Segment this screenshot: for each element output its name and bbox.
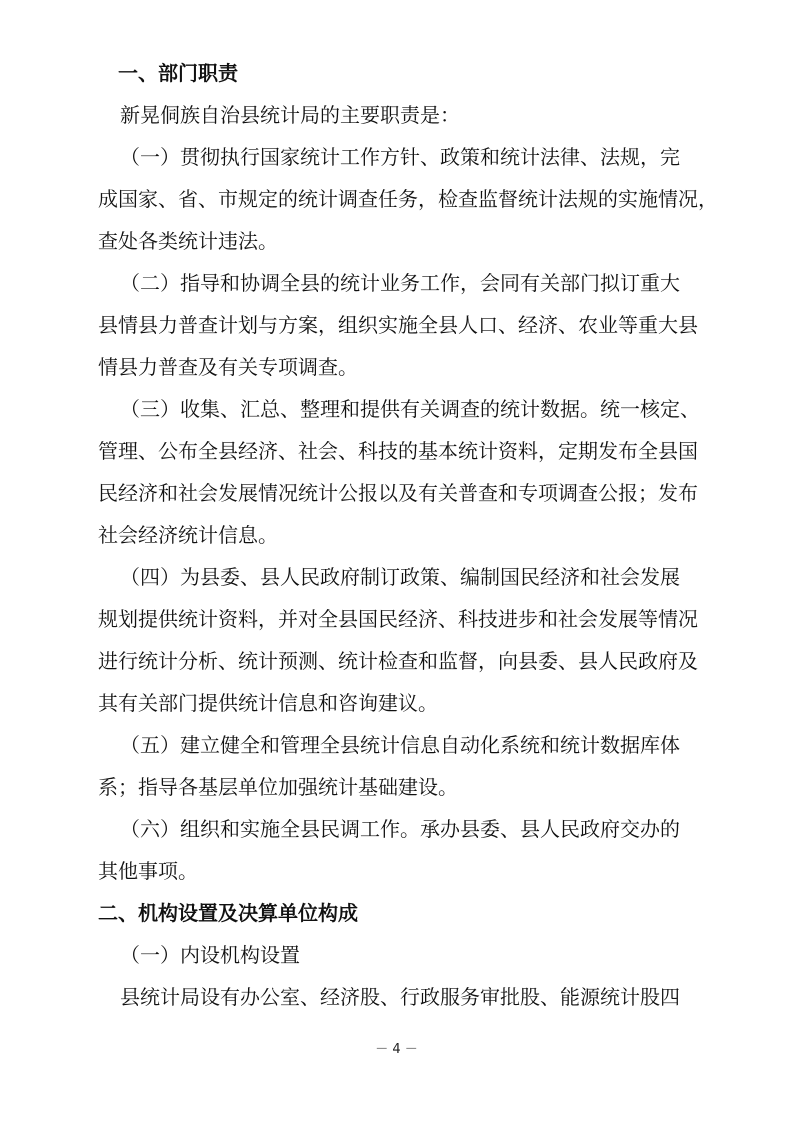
duty-item-3-line-4: 社会经济统计信息。: [98, 523, 278, 547]
duty-item-4-line-2: 规划提供统计资料，并对全县国民经济、科技进步和社会发展等情况: [98, 607, 698, 631]
duty-item-2-line-3: 情县力普查及有关专项调查。: [98, 355, 358, 379]
section-heading-duties: 一、部门职责: [118, 61, 238, 85]
structure-body-paragraph: [118, 976, 718, 1018]
duty-item-1-line-2: 成国家、省、市规定的统计调查任务，检查监督统计法规的实施情况，: [98, 187, 718, 211]
duty-item-4: [98, 556, 718, 724]
intro-paragraph: [118, 94, 718, 136]
structure-body-line-1: 县统计局设有办公室、经济股、行政服务审批股、能源统计股四: [120, 985, 680, 1009]
sub-heading-paragraph: [118, 934, 718, 976]
duty-item-1-line-1: （一）贯彻执行国家统计工作方针、政策和统计法律、法规，完: [120, 145, 680, 169]
duty-item-6-line-2: 其他事项。: [98, 859, 198, 883]
duty-item-6: [98, 808, 718, 892]
sub-heading-internal-setup: （一）内设机构设置: [120, 943, 300, 967]
duty-item-5: [98, 724, 718, 808]
duty-item-3-line-3: 民经济和社会发展情况统计公报以及有关普查和专项调查公报；发布: [98, 481, 698, 505]
duty-item-2-line-2: 县情县力普查计划与方案，组织实施全县人口、经济、农业等重大县: [98, 313, 698, 337]
duty-item-5-line-1: （五）建立健全和管理全县统计信息自动化系统和统计数据库体: [120, 733, 680, 757]
duty-item-4-line-4: 其有关部门提供统计信息和咨询建议。: [98, 691, 438, 715]
duty-item-1-line-3: 查处各类统计违法。: [98, 229, 278, 253]
duty-item-3: [98, 388, 718, 556]
page-number: － 4 －: [375, 1042, 418, 1057]
duty-item-4-line-3: 进行统计分析、统计预测、统计检查和监督，向县委、县人民政府及: [98, 649, 698, 673]
duty-item-2-line-1: （二）指导和协调全县的统计业务工作，会同有关部门拟订重大: [120, 271, 680, 295]
duty-item-2: [98, 262, 718, 388]
duty-item-1: [98, 136, 718, 262]
duty-item-5-line-2: 系；指导各基层单位加强统计基础建设。: [98, 775, 458, 799]
duty-item-6-line-1: （六）组织和实施全县民调工作。承办县委、县人民政府交办的: [120, 817, 680, 841]
intro-line: 新晃侗族自治县统计局的主要职责是：: [120, 103, 460, 127]
page-content: [98, 52, 718, 1018]
duty-item-4-line-1: （四）为县委、县人民政府制订政策、编制国民经济和社会发展: [120, 565, 680, 589]
duty-item-3-line-1: （三）收集、汇总、整理和提供有关调查的统计数据。统一核定、: [120, 397, 700, 421]
duty-item-3-line-2: 管理、公布全县经济、社会、科技的基本统计资料，定期发布全县国: [98, 439, 698, 463]
section-heading-structure: 二、机构设置及决算单位构成: [98, 901, 358, 925]
